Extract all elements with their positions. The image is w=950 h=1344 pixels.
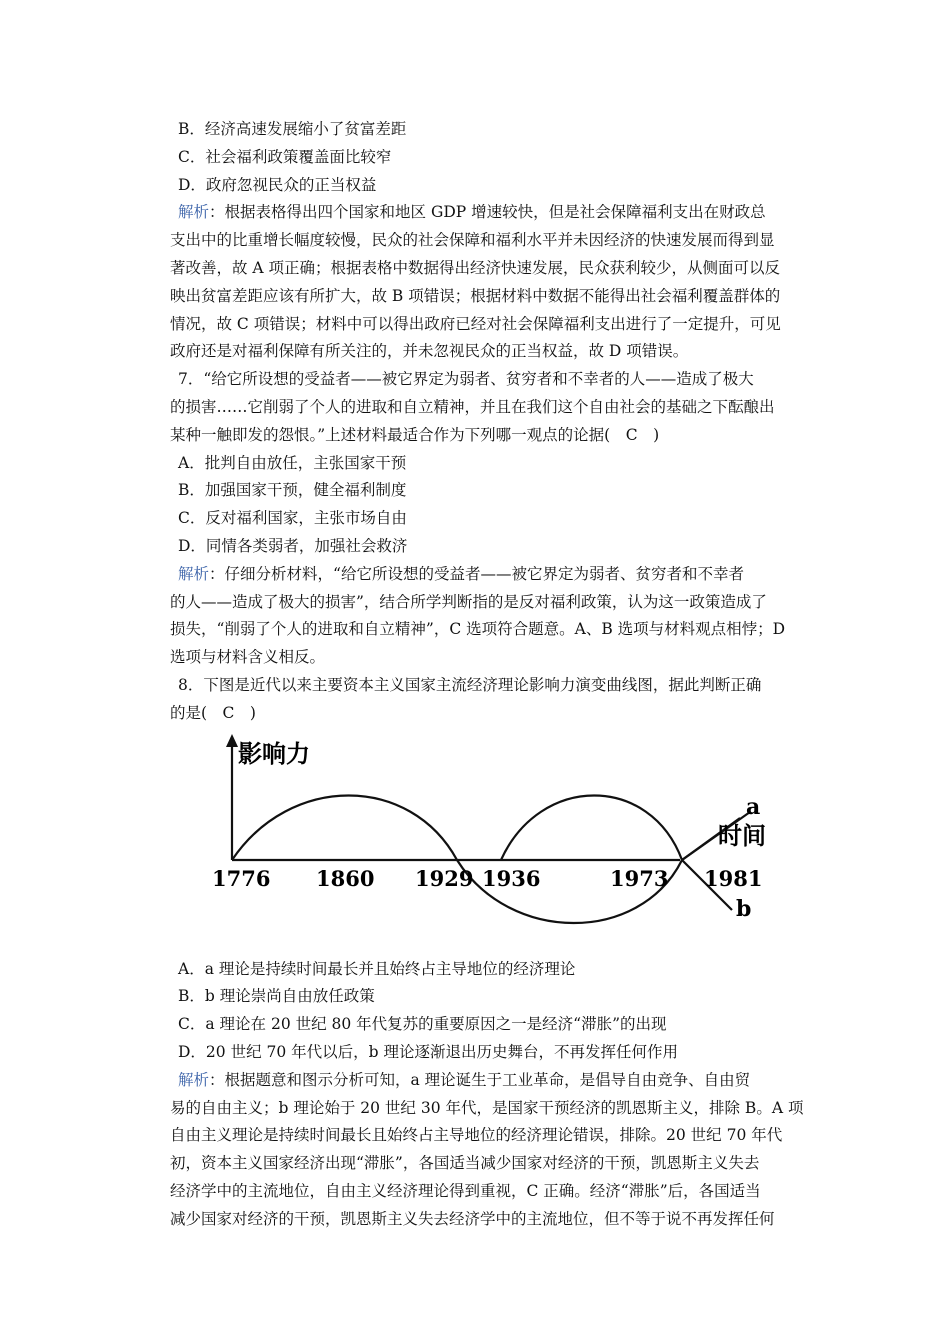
q6-option-c: C．社会福利政策覆盖面比较窄 [178, 147, 392, 166]
q7-stem [170, 366, 810, 449]
question-text: 某种一触即发的怨恨。”上述材料最适合作为下列哪一观点的论据( C ) [170, 425, 660, 444]
document-page [170, 116, 810, 1234]
y-axis-arrow-icon [226, 734, 238, 747]
economic-theory-influence-figure [170, 734, 810, 952]
q8-analysis [170, 1067, 810, 1234]
analysis-text: 情况，故 C 项错误；材料中可以得出政府已经对社会保障福利支出进行了一定提升，可见 [170, 314, 781, 333]
analysis-label: 解析 [178, 564, 210, 583]
influence-curve-diagram [210, 734, 770, 952]
tick-label: 1929 [415, 865, 474, 891]
analysis-text: 政府还是对福利保障有所关注的，并未忽视民众的正当权益，故 D 项错误。 [170, 342, 689, 361]
q8-option-a: A．a 理论是持续时间最长并且始终占主导地位的经济理论 [178, 959, 576, 978]
q7-analysis [170, 561, 810, 672]
question-text: 7．“给它所设想的受益者——被它界定为弱者、贫穷者和不幸者的人——造成了极大 [178, 370, 754, 389]
q8-option-c: C．a 理论在 20 世纪 80 年代复苏的重要原因之一是经济“滞胀”的出现 [178, 1015, 667, 1034]
analysis-label: 解析 [178, 1070, 210, 1089]
question-text: 的损害……它削弱了个人的进取和自立精神，并且在我们这个自由社会的基础之下酝酿出 [170, 397, 775, 416]
analysis-label: 解析 [178, 203, 210, 222]
q6-option-d: D．政府忽视民众的正当权益 [178, 175, 377, 194]
curve-a-label: a [746, 793, 761, 820]
curve-b-label: b [736, 895, 752, 922]
analysis-text: 选项与材料含义相反。 [170, 648, 326, 667]
tick-label: 1776 [212, 865, 271, 891]
analysis-text: ：根据表格得出四个国家和地区 GDP 增速较快，但是社会保障福利支出在财政总 [209, 203, 766, 222]
q7-option-b: B．加强国家干预，健全福利制度 [178, 481, 407, 500]
tick-label: 1936 [482, 865, 541, 891]
analysis-text: ：仔细分析材料，“给它所设想的受益者——被它界定为弱者、贫穷者和不幸者 [209, 564, 744, 583]
q6-option-b: B．经济高速发展缩小了贫富差距 [178, 120, 407, 138]
tick-label: 1860 [316, 865, 375, 891]
q7-option-c: C．反对福利国家，主张市场自由 [178, 509, 407, 528]
q8-option-b: B．b 理论崇尚自由放任政策 [178, 987, 375, 1006]
analysis-text: 支出中的比重增长幅度较慢，民众的社会保障和福利水平并未因经济的快速发展而得到显 [170, 231, 775, 250]
analysis-text: 映出贫富差距应该有所扩大，故 B 项错误；根据材料中数据不能得出社会福利覆盖群体的 [170, 286, 781, 305]
q6-analysis [170, 199, 810, 366]
analysis-text: 减少国家对经济的干预，凯恩斯主义失去经济学中的主流地位，但不等于说不再发挥任何 [170, 1209, 775, 1228]
analysis-text: 损失，“削弱了个人的进取和自立精神”，C 选项符合题意。A、B 选项与材料观点相悖；D [170, 620, 786, 639]
curve-b [501, 795, 732, 910]
q7-option-a: A．批判自由放任，主张国家干预 [178, 453, 407, 472]
q8-option-d: D．20 世纪 70 年代以后，b 理论逐渐退出历史舞台，不再发挥任何作用 [178, 1042, 679, 1061]
q7-option-d: D．同情各类弱者，加强社会救济 [178, 536, 408, 555]
q8-stem [170, 672, 810, 728]
analysis-text: ：根据题意和图示分析可知，a 理论诞生于工业革命，是倡导自由竞争、自由贸 [209, 1070, 751, 1089]
analysis-text: 的人——造成了极大的损害”，结合所学判断指的是反对福利政策，认为这一政策造成了 [170, 592, 767, 611]
analysis-text: 著改善，故 A 项正确；根据表格中数据得出经济快速发展，民众获利较少，从侧面可以反 [170, 258, 781, 277]
tick-label: 1981 [704, 865, 763, 891]
analysis-text: 易的自由主义；b 理论始于 20 世纪 30 年代，是国家干预经济的凯恩斯主义，排除 B。A 项 [170, 1098, 804, 1117]
question-text: 8．下图是近代以来主要资本主义国家主流经济理论影响力演变曲线图，据此判断正确 [178, 675, 762, 694]
question-text: 的是( C ) [170, 703, 256, 722]
y-axis-label: 影响力 [238, 738, 310, 768]
analysis-text: 初，资本主义国家经济出现“滞胀”，各国适当减少国家对经济的干预，凯恩斯主义失去 [170, 1154, 760, 1173]
tick-label: 1973 [610, 865, 669, 891]
analysis-text: 经济学中的主流地位，自由主义经济理论得到重视，C 正确。经济“滞胀”后，各国适当 [170, 1181, 761, 1200]
x-axis-label: 时间 [718, 820, 766, 850]
analysis-text: 自由主义理论是持续时间最长且始终占主导地位的经济理论错误，排除。20 世纪 70 年代 [170, 1126, 783, 1145]
